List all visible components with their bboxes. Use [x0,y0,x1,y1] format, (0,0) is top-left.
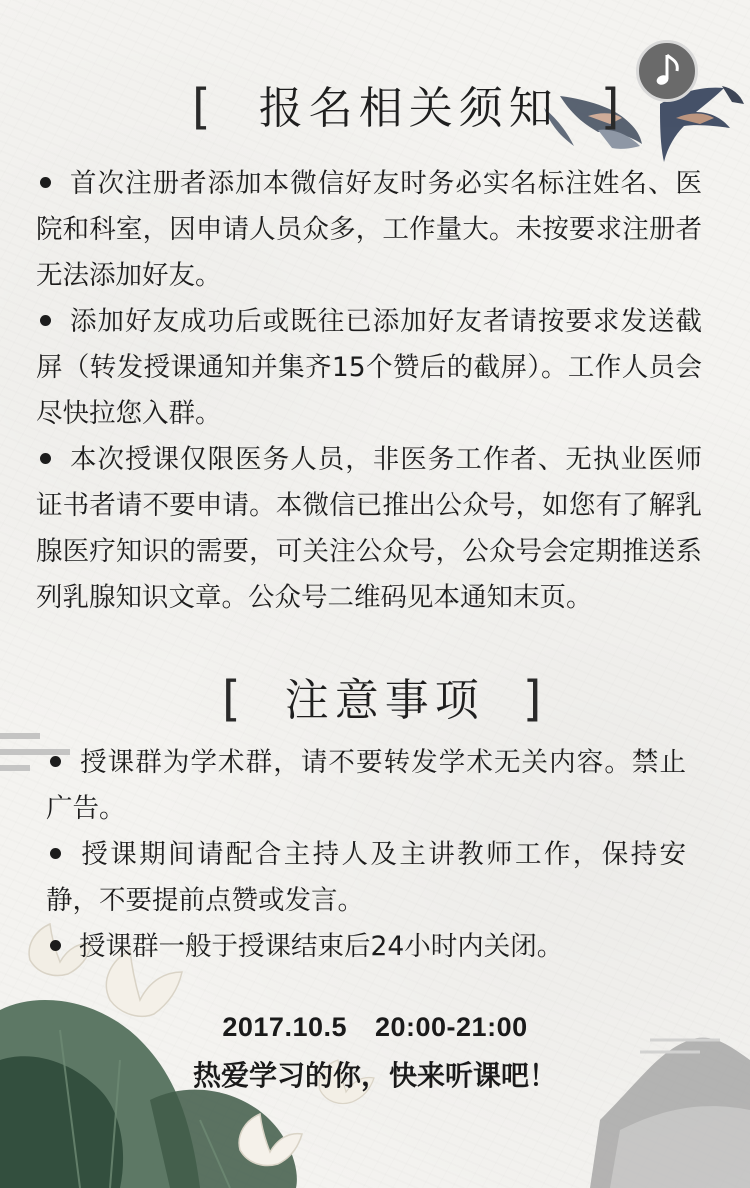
music-note-icon [639,43,695,99]
list-item [36,161,702,299]
title-bracket-open: [ [222,671,247,727]
list-item [36,437,702,621]
list-item-text: 授课群一般于授课结束后24小时内关闭。 [79,931,564,962]
bullet-dot-icon [50,940,61,951]
list-item-text: 授课群为学术群，请不要转发学术无关内容。禁止广告。 [46,747,686,824]
title-bracket-close: ] [522,671,548,727]
list-item [46,740,686,832]
list-item-text: 首次注册者添加本微信好友时务必实名标注姓名、医院和科室，因申请人员众多，工作量大。未按要求注册者无法添加好友。 [36,168,702,291]
bullet-dot-icon [50,848,61,859]
list-item-text: 添加好友成功后或既往已添加好友者请按要求发送截屏（转发授课通知并集齐15个赞后的截屏）。工作人员会尽快拉您入群。 [36,306,702,429]
list-item [46,924,686,970]
list-item-text: 授课期间请配合主持人及主讲教师工作，保持安静，不要提前点赞或发言。 [46,839,686,916]
title-text: 报名相关须知 [258,83,559,134]
list-item [46,832,686,924]
bullet-dot-icon [40,315,51,326]
bullet-dot-icon [40,453,51,464]
notice-title [222,664,547,728]
list-item [36,299,702,437]
bullet-dot-icon [50,756,61,767]
title-text: 注意事项 [284,675,485,726]
event-slogan: 热爱学习的你，快来听课吧！ [192,1060,557,1091]
list-item-text: 本次授课仅限医务人员，非医务工作者、无执业医师证书者请不要申请。本微信已推出公众号，如您有了解乳腺医疗知识的需要，可关注公众号，公众号会定期推送系列乳腺知识文章。公众号二维码见本通知末页。 [36,444,702,613]
registration-notes-title [192,72,625,136]
event-datetime: 2017.10.5 20:00-21:00 [222,1012,528,1042]
music-toggle-button[interactable] [636,40,698,102]
bullet-dot-icon [40,177,51,188]
title-bracket-open: [ [192,79,217,135]
title-bracket-close: ] [600,79,626,135]
